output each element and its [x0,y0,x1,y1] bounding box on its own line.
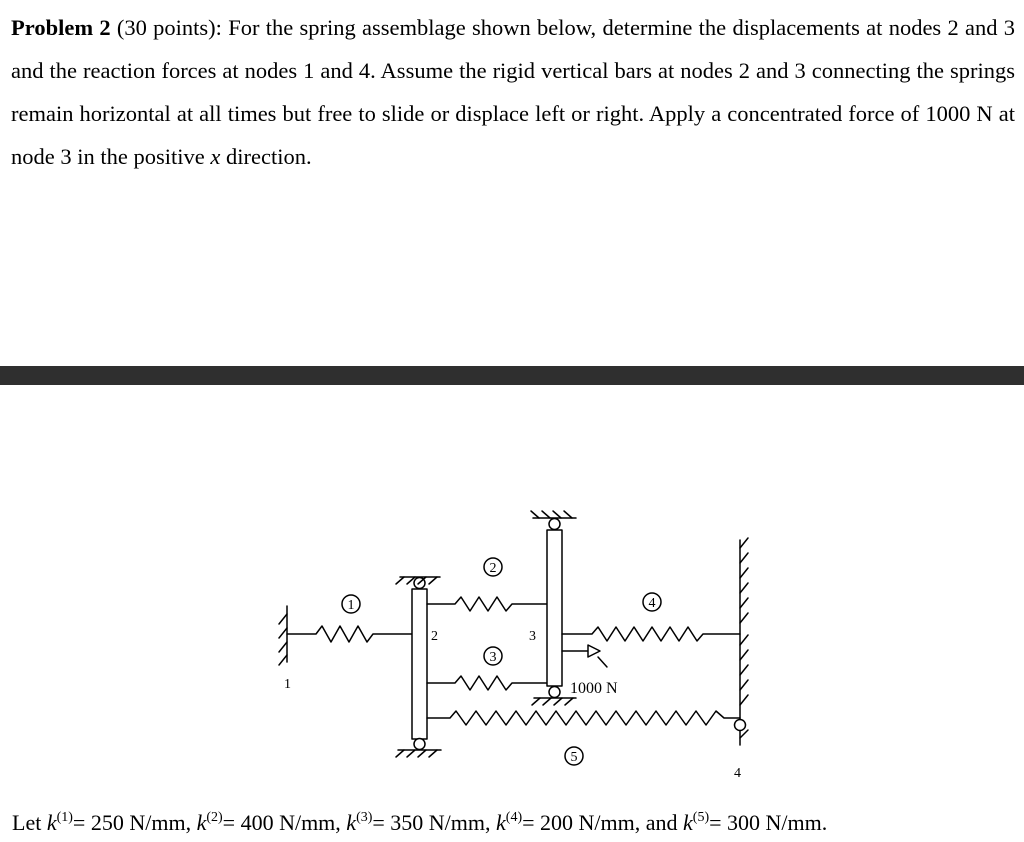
k5-value: = 300 N/mm [709,810,822,835]
roller-bottom-node-2 [414,739,425,750]
element-label-2: 2 [489,561,497,576]
force-arrow-head [588,645,600,657]
spring-3 [427,676,547,690]
wall-node-1 [279,606,287,665]
k4-value: = 200 N/mm [522,810,635,835]
node-label-1: 1 [284,677,291,692]
roller-top-node-3 [549,519,560,530]
roller-bottom-node-3 [549,687,560,698]
node-label-2: 2 [431,629,438,644]
spring-1 [287,626,412,642]
problem-text: For the spring assemblage shown below, determine the displacements at nodes 2 and 3 and the reaction forces at nodes 1 and 4. Assume the rigid vertical bars at nodes 2 and 3 connecting the springs remain horizontal at all times but free to slide or displace left or right. Apply a concentrated force of 1000 N at node 3 in the positive [11,15,1016,169]
element-label-4: 4 [648,596,656,611]
problem-points: (30 points): [116,15,222,40]
wall-node-4 [735,538,749,745]
spring-2 [427,597,547,611]
load-label: 1000 N [570,680,618,697]
k3-value: = 350 N/mm [372,810,486,835]
problem-label: Problem 2 [11,15,111,40]
element-label-3: 3 [489,650,497,665]
element-label-1: 1 [347,598,355,613]
force-leader [598,657,607,667]
element-label-5: 5 [570,750,578,765]
spring-constants: Let $k^{(1)}= 250$ N/mm, $k^{(2)}= 400$ N/mm, $k^{(3)}= 350$ N/mm, $k^{(4)}= 200$ N/mm, and $k^{(5)}= 300$ N/mm. [12,810,828,835]
x-symbol: x [210,144,221,169]
k1-value: = 250 N/mm [72,810,186,835]
node-label-4: 4 [734,766,741,781]
spring-5 [427,711,740,725]
spring-4 [562,627,740,641]
k2-value: = 400 N/mm [222,810,336,835]
node-label-3: 3 [529,629,536,644]
rigid-bar-node-2 [412,589,427,739]
problem-text-end: direction. [225,144,312,169]
given-prefix: Let [12,810,42,835]
rigid-bar-node-3 [547,530,562,686]
